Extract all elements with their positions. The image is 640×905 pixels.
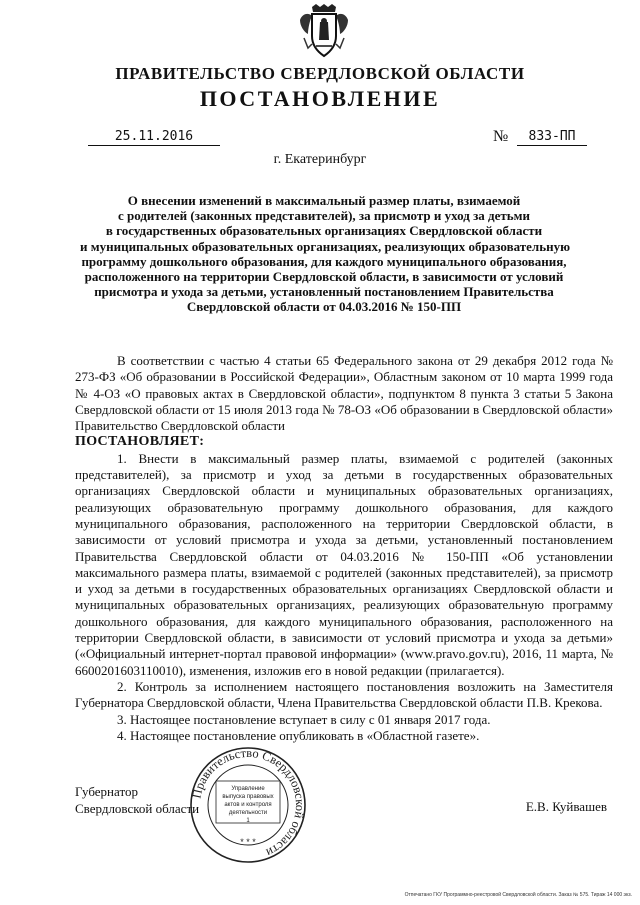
document-date: 25.11.2016 [88, 129, 220, 146]
stamp-inner-line: 1 [246, 818, 250, 824]
item-2-paragraph: 2. Контроль за исполнением настоящего постановления возложить на Заместителя Губернатора Свердловской области, Члена Правительства Свердловской области П.В. Крекова. [75, 678, 613, 711]
item-4-paragraph: 4. Настоящее постановление опубликовать в «Областной газете». [117, 727, 480, 743]
signatory-position [75, 783, 199, 817]
document-type-title: ПОСТАНОВЛЕНИЕ [199, 86, 441, 111]
item-3-paragraph: 3. Настоящее постановление вступает в силу с 01 января 2017 года. [117, 711, 491, 727]
heading-line: и муниципальных образовательных организациях, реализующих образовательную [80, 238, 571, 254]
stamp-inner-line: деятельности [228, 810, 268, 816]
stamp-outer-text: Правительство Свердловской области [189, 745, 308, 860]
number-label: № [493, 128, 509, 145]
heading-line: с родителей (законных представителей), за присмотр и уход за детьми [117, 208, 531, 224]
stamp-inner-line: выпуска правовых [222, 794, 274, 800]
heading-line: Свердловской области от 04.03.2016 № 150-ПП [186, 299, 462, 315]
svg-text:* * *: * * * [240, 837, 256, 847]
stamp-inner-line: Управление [231, 786, 265, 792]
decree-word: ПОСТАНОВЛЯЕТ: [75, 434, 205, 450]
heading-line: программу дошкольного образования, для каждого муниципального образования, [81, 253, 567, 269]
item-1-paragraph: 1. Внести в максимальный размер платы, взимаемой с родителей (законных представителей), за присмотр и уход за детьми в государственных образовательных организациях Свердловской области и муниципальных образовательных организациях, реализующих образовательную программу дошкольного образования, для каждого муниципального образования, расположенного на территории Свердловской области, в зависимости от условий присмотра и ухода за детьми, установленный постановлением Правительства Свердловской области от 04.03.2016 № 150-ПП «Об установлении максимального размера платы, взимаемой с родителей (законных представителей), за присмотр и уход за детьми в государственных образовательных организациях Свердловской области и муниципальных образовательных организациях, реализующих образовательную программу дошкольного образования, для каждого муниципального образования, расположенного на территории Свердловской области, в зависимости от условий присмотра и ухода за детьми» («Официальный интернет-портал правовой информации» (www.pravo.gov.ru), 2016, 11 марта, № 6600201603110010), изменения, изложив его в новой редакции (прилагается). [75, 450, 613, 678]
document-heading [80, 193, 571, 315]
heading-line: О внесении изменений в максимальный размер платы, взимаемой [127, 193, 521, 208]
signatory-position-line: Свердловской области [75, 801, 200, 816]
stamp-inner-line: актов и контроля [224, 802, 272, 808]
heading-line: присмотра и ухода за детьми, установленный постановлением Правительства [94, 284, 554, 300]
signatory-position-line: Губернатор [75, 784, 138, 799]
official-stamp-icon [188, 745, 308, 865]
preamble-paragraph: В соответствии с частью 4 статьи 65 Федерального закона от 29 декабря 2012 года № 273-ФЗ «Об образовании в Российской Федерации», Областным законом от 10 марта 1999 года № 4-ОЗ «О правовых актах в Свердловской области», подпунктом 8 пункта 3 статьи 5 Закона Свердловской области от 15 июля 2013 года № 78-ОЗ «Об образовании в Свердловской области» Правительство Свердловской области [75, 353, 613, 434]
government-title: ПРАВИТЕЛЬСТВО СВЕРДЛОВСКОЙ ОБЛАСТИ [115, 64, 525, 83]
signatory-name: Е.В. Куйвашев [525, 799, 607, 814]
sverdlovsk-coat-of-arms-icon [298, 4, 350, 60]
document-body [75, 353, 613, 744]
printing-imprint: Отпечатано ГКУ Программно-реестровой Свердловской области. Заказ № 575. Тираж 14 000 экз. [404, 892, 632, 898]
document-number: 833-ПП [517, 129, 587, 146]
heading-line: в государственных образовательных организациях Свердловской области [105, 223, 543, 239]
document-city: г. Екатеринбург [273, 152, 367, 167]
heading-line: расположенного на территории Свердловской области, в зависимости от условий [84, 269, 564, 285]
